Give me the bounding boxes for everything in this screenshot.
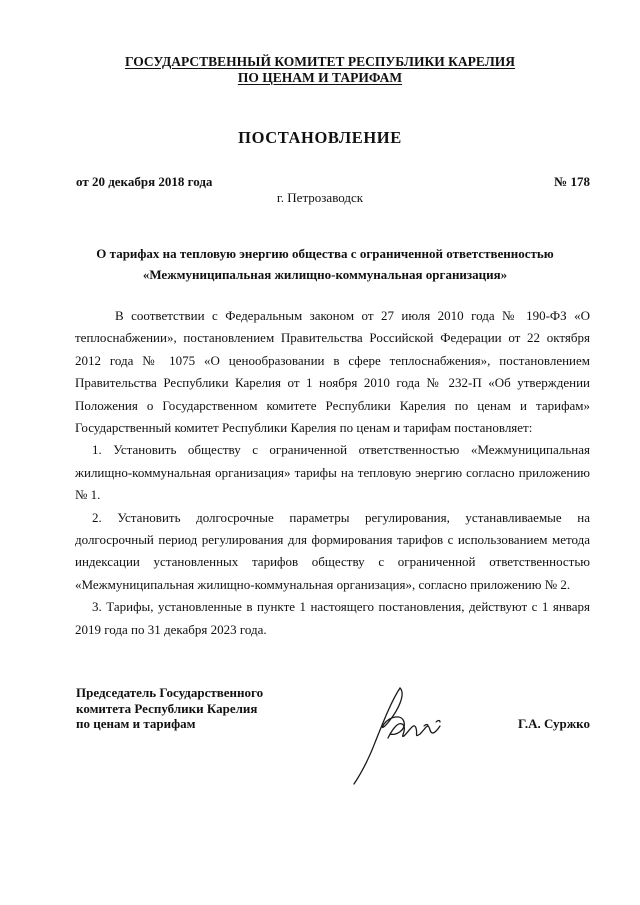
signatory-title-line2: комитета Республики Карелия [76, 700, 258, 716]
item-2-paragraph: 2. Установить долгосрочные параметры регулирования, устанавливаемые на долгосрочный период регулирования для формирования тарифов с использованием метода индексации установленных тарифов обществу с ограниченной ответственностью «Межмуниципальная жилищно-коммунальная организация», согласно приложению № 2. [75, 509, 590, 592]
document-body [75, 305, 590, 641]
signatory-title [76, 685, 263, 732]
agency-name-line1: ГОСУДАРСТВЕННЫЙ КОМИТЕТ РЕСПУБЛИКИ КАРЕЛИЯ [124, 54, 516, 69]
item-3-paragraph: 3. Тарифы, установленные в пункте 1 настоящего постановления, действуют с 1 января 2019 года по 31 декабря 2023 года. [75, 599, 590, 637]
agency-header [0, 54, 640, 86]
document-date: от 20 декабря 2018 года [76, 174, 213, 189]
document-subject [60, 243, 590, 285]
document-city: г. Петрозаводск [276, 190, 364, 205]
subject-line2: «Межмуниципальная жилищно-коммунальная организация» [142, 267, 508, 282]
signatory-title-line3: по ценам и тарифам [76, 716, 196, 731]
signatory-name: Г.А. Суржко [518, 716, 590, 731]
agency-name-line2: ПО ЦЕНАМ И ТАРИФАМ [237, 70, 403, 85]
handwritten-signature [340, 680, 460, 790]
subject-line1: О тарифах на тепловую энергию общества с ограниченной ответственностью [96, 246, 554, 261]
preamble-paragraph: В соответствии с Федеральным законом от 27 июля 2010 года № 190-ФЗ «О теплоснабжении», постановлением Правительства Российской Федерации от 22 октября 2012 года № 1075 «О ценообразовании в сфере теплоснабжения», постановлением Правительства Республики Карелия от 1 ноября 2010 года № 232-П «Об утверждении Положения о Государственном комитете Республики Карелия по ценам и тарифам» Государственный комитет Республики Карелия по ценам и тарифам постановляет: [75, 308, 590, 436]
signatory-title-line1: Председатель Государственного [76, 685, 264, 700]
item-1-paragraph: 1. Установить обществу с ограниченной ответственностью «Межмуниципальная жилищно-коммунальная организация» тарифы на тепловую энергию согласно приложению № 1. [75, 442, 590, 503]
document-number: № 178 [554, 174, 590, 189]
document-type-title: ПОСТАНОВЛЕНИЕ [238, 128, 402, 147]
